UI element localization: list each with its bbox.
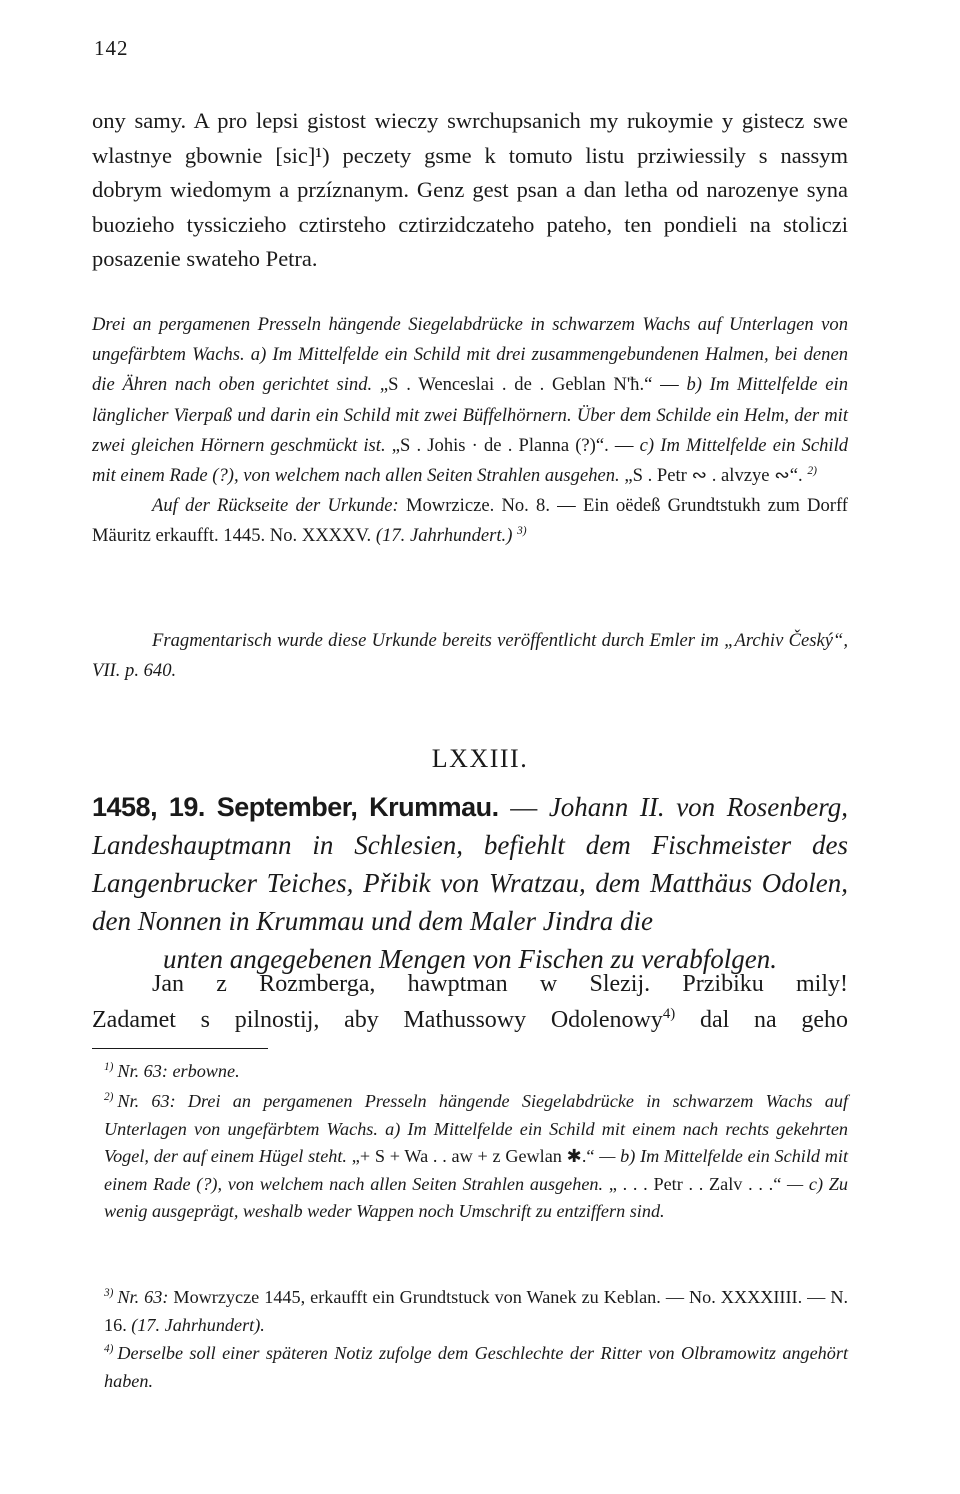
seal-legend-a: „S . Wenceslai . de . Geblan N'ħ.“ <box>379 374 653 396</box>
page-number: 142 <box>94 36 129 60</box>
footnote-4-text: Derselbe soll einer späteren Notiz zufolge dem Geschlechte der Ritter von Olbramowitz angehört haben. <box>104 1343 848 1391</box>
seal-description <box>92 310 848 552</box>
footnote-1-text: Nr. 63: erbowne. <box>117 1061 240 1081</box>
dorse-century: (17. Jahrhundert.) <box>375 525 513 547</box>
footnote-2-text-b: — b) Im Mittelfelde ein Schild mit einem Rade (?), von welchem nach allen Seiten Strahlen ausgehen. <box>104 1146 848 1194</box>
seal-desc-part3: c) Im Mittelfelde ein Schild mit einem Rade (?), von welchem nach allen Seiten Strahlen ausgehen. <box>92 434 849 487</box>
document-summary: Johann II. von Rosenberg, Landeshauptmann in Schlesien, befiehlt dem Fischmeister des Langenbrucker Teiches, Přibik von Wratzau, dem Matthäus Odolen, den Nonnen in Krummau und dem Maler Jindra die <box>92 792 848 936</box>
footnote-3 <box>104 1284 848 1339</box>
document-text-line-2a: Zadamet s pilnostij, aby Mathussowy Odolenowy <box>92 1007 663 1033</box>
footnote-4 <box>104 1340 848 1395</box>
seal-desc-part1: Drei an pergamenen Presseln hängende Siegelabdrücke in schwarzem Wachs auf Unterlagen von ungefärbtem Wachs. a) Im Mittelfelde ein Schild mit drei zusammengebundenen Halmen, bei denen die Ähren nach oben gerichtet sind. <box>92 314 848 396</box>
document-summary-last-line: unten angegebenen Mengen von Fischen zu verabfolgen. <box>162 944 778 974</box>
document-date-place: 1458, 19. September, Krummau. <box>92 792 499 822</box>
footnote-3-century: (17. Jahrhundert). <box>131 1314 265 1335</box>
edition-note-text: Fragmentarisch wurde diese Urkunde bereits veröffentlicht durch Emler im „Archiv Český“, VII. p. 640. <box>92 630 848 681</box>
footnote-divider <box>92 1048 268 1049</box>
footnote-4-label: 4) <box>104 1342 114 1355</box>
document-text-line-2 <box>92 1002 848 1038</box>
dorse-label: Auf der Rückseite der Urkunde: <box>152 495 399 517</box>
latin-charter-text: ony samy. A pro lepsi gistost wieczy swrchupsanich my rukoymie y gistecz swe wlastnye gbownie [sic]¹) peczety gsme k tomuto listu prziwiessily s nassym dobrym wiedomym a przíznanym. Genz gest psan a dan letha od narozenye syna buozieho tyssiczieho cztirsteho cztirzidczateho pateho, ten pondieli na stoliczi posazenie swateho Petra. <box>92 108 848 271</box>
footnote-2-text-a: Nr. 63: Drei an pergamenen Presseln hängende Siegelabdrücke in schwarzem Wachs auf Unterlagen von ungefärbtem Wachs. a) Im Mittelfelde ein Schild mit einem nach rechts gekehrten Vogel, der auf einem Hügel steht. <box>104 1091 848 1166</box>
seal-dash-1: — <box>652 374 687 396</box>
document-text-line-2b: dal na geho <box>675 1007 849 1033</box>
dorse-text: Mowrzicze. No. 8. — Ein oëdeß Grundtstukh zum Dorff Mäuritz erkaufft. 1445. No. XXXXV. <box>92 495 848 547</box>
footnote-2-legend-b: „ . . . Petr . . Zalv . . .“ <box>608 1173 782 1194</box>
seal-desc-part2: b) Im Mittelfelde ein länglicher Vierpaß und darin ein Schild mit zwei Büffelhörnern. Über dem Schilde ein Helm, der mit zwei gleichen Hörnern geschmückt ist. <box>92 374 848 456</box>
footnote-2-text-c: — c) Zu wenig ausgeprägt, weshalb weder Wappen noch Umschrift zu entziffern sind. <box>104 1173 849 1221</box>
footnote-ref-2: 2) <box>807 464 817 477</box>
footnote-3-text: Mowrzycze 1445, erkaufft ein Grundtstuck von Wanek zu Keblan. — No. XXXXIIII. — N. 16. <box>104 1287 849 1335</box>
document-heading <box>92 788 848 978</box>
footnote-1 <box>104 1058 848 1086</box>
footnote-2-legend-a: „+ S + Wa . . aw + z Gewlan ✱.“ <box>351 1146 595 1166</box>
footnote-3-nr: Nr. 63: <box>117 1287 169 1307</box>
footnote-2-label: 2) <box>104 1090 114 1103</box>
footnote-1-label: 1) <box>104 1060 114 1073</box>
footnote-ref-4: 4) <box>662 1006 676 1022</box>
document-number: LXXIII. <box>431 744 529 773</box>
edition-note <box>92 626 848 686</box>
seal-dash-2: — <box>608 434 640 456</box>
seal-legend-b: „S . Johis · de . Planna (?)“. <box>391 434 609 456</box>
footnote-3-label: 3) <box>104 1286 114 1299</box>
document-text-line-1: Jan z Rozmberga, hawptman w Slezij. Przibiku mily! <box>152 971 848 997</box>
document-text <box>92 966 848 1038</box>
heading-dash: — <box>498 792 549 822</box>
seal-legend-c: „S . Petr ∾ . alvzye ∾“. <box>624 465 803 487</box>
footnote-2 <box>104 1088 848 1226</box>
footnote-ref-3: 3) <box>517 525 527 538</box>
